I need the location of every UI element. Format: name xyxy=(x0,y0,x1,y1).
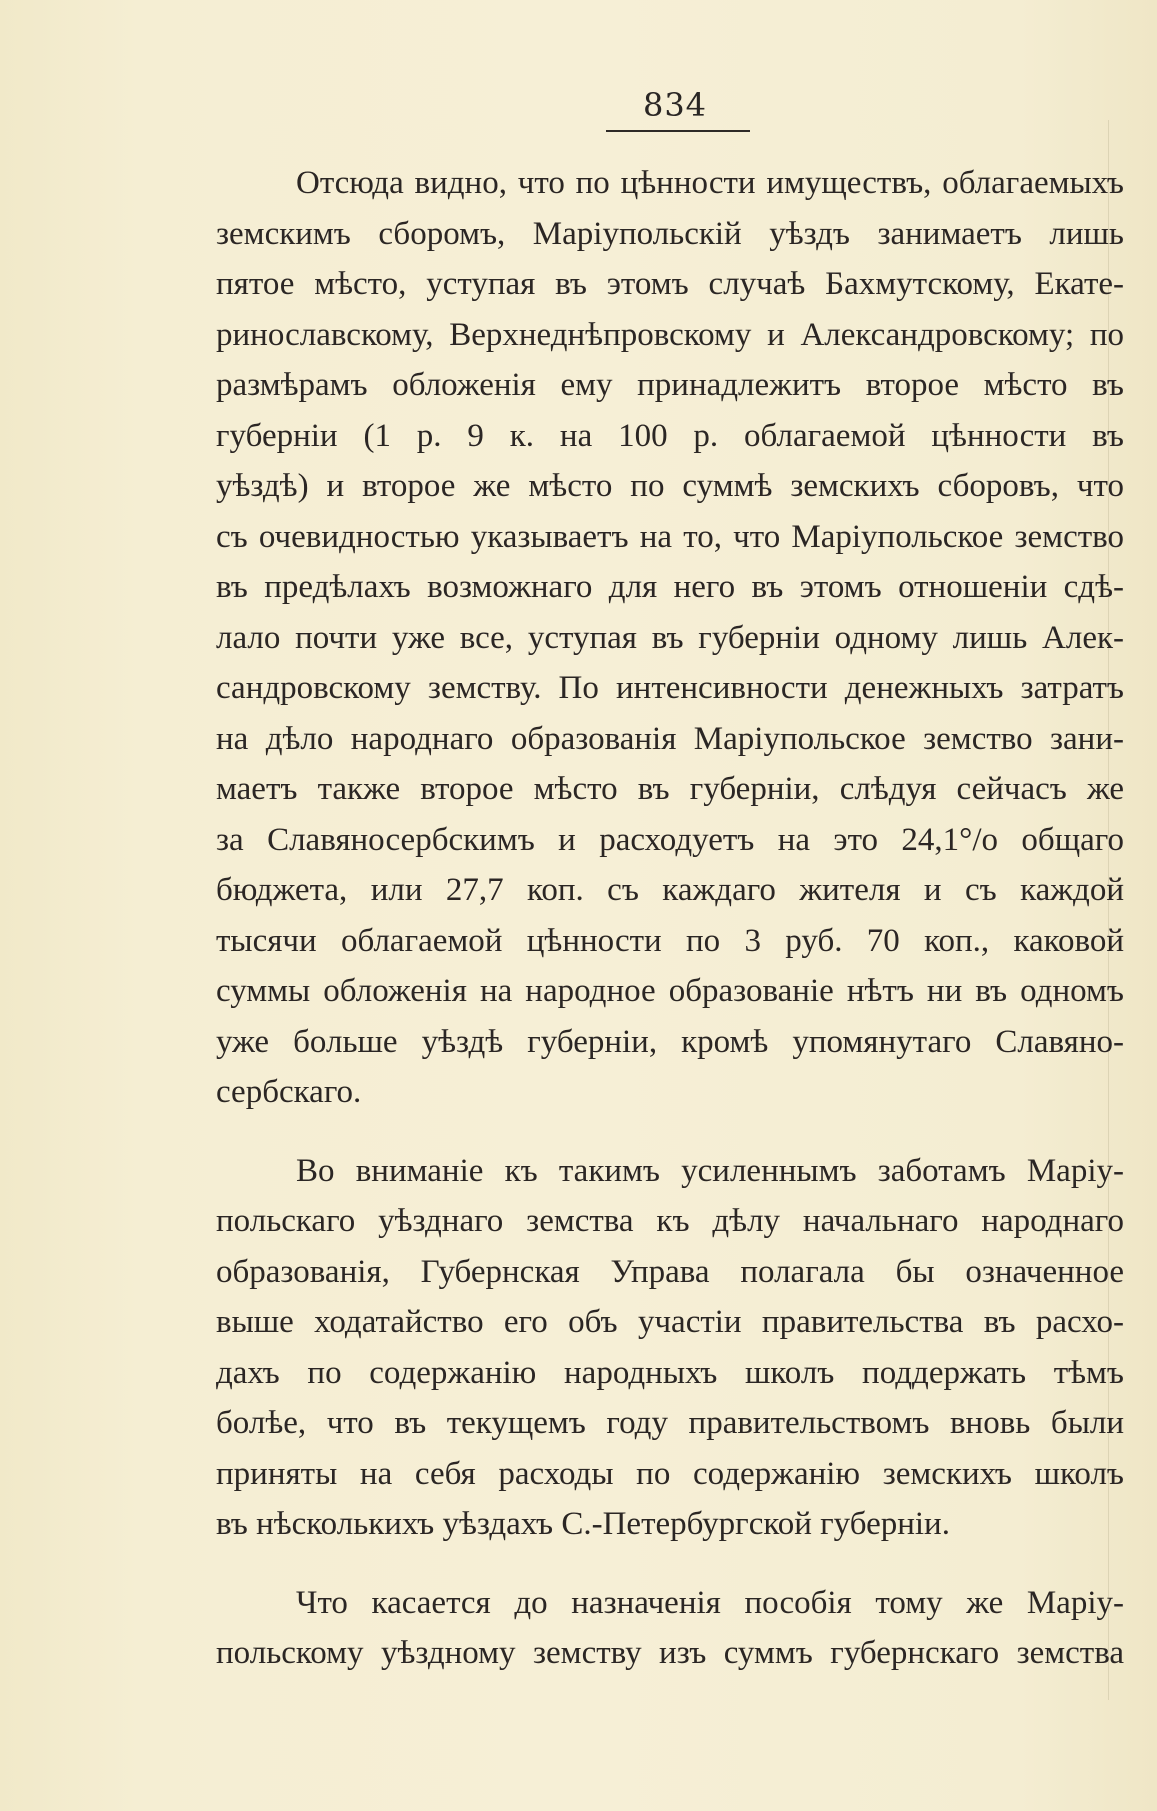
text-line: въ предѣлахъ возможнаго для него въ этомъ отношеніи сдѣ- xyxy=(216,569,1124,605)
text-line: бюджета, или 27,7 коп. съ каждаго жителя и съ каждой xyxy=(216,872,1124,908)
text-line: болѣе, что въ текущемъ году правительствомъ вновь были xyxy=(216,1405,1124,1441)
text-line: маетъ также второе мѣсто въ губерніи, слѣдуя сейчасъ же xyxy=(216,771,1124,807)
text-line: пятое мѣсто, уступая въ этомъ случаѣ Бахмутскому, Екате- xyxy=(216,266,1124,302)
text-line: Что касается до назначенія пособія тому же Маріу- xyxy=(296,1584,1124,1621)
text-line: за Славяносербскимъ и расходуетъ на это 24,1°/о общаго xyxy=(216,821,1124,858)
text-line: польскому уѣздному земству изъ суммъ губернскаго земства xyxy=(216,1635,1124,1671)
page-number: 834 xyxy=(642,86,708,124)
text-line: въ нѣсколькихъ уѣздахъ С.-Петербургской губерніи. xyxy=(216,1506,950,1542)
text-line: на дѣло народнаго образованія Маріупольское земство зани- xyxy=(216,720,1124,757)
text-line: выше ходатайство его объ участіи правительства въ расхо- xyxy=(216,1304,1124,1340)
text-line: Отсюда видно, что по цѣнности имуществъ, облагаемыхъ xyxy=(296,165,1124,201)
text-line: дахъ по содержанію народныхъ школъ поддержать тѣмъ xyxy=(216,1354,1124,1391)
text-line: суммы обложенія на народное образованіе нѣтъ ни въ одномъ xyxy=(216,973,1124,1009)
text-line: сербскаго. xyxy=(216,1074,362,1110)
text-line: Во вниманіе къ такимъ усиленнымъ заботамъ Маріу- xyxy=(296,1152,1124,1189)
text-line: польскаго уѣзднаго земства къ дѣлу начальнаго народнаго xyxy=(216,1203,1124,1239)
text-line: ринославскому, Верхнеднѣпровскому и Александровскому; по xyxy=(216,316,1124,353)
text-line: съ очевидностью указываетъ на то, что Маріупольское земство xyxy=(216,518,1124,555)
body-text xyxy=(216,158,1124,1679)
text-line: образованія, Губернская Управа полагала бы означенное xyxy=(216,1253,1124,1290)
text-line: губерніи (1 р. 9 к. на 100 р. облагаемой цѣнности въ xyxy=(216,417,1124,454)
text-line: уѣздѣ) и второе же мѣсто по суммѣ земскихъ сборовъ, что xyxy=(216,468,1124,504)
text-line: уже больше уѣздѣ губерніи, кромѣ упомянутаго Славяно- xyxy=(216,1023,1124,1060)
text-line: размѣрамъ обложенія ему принадлежитъ второе мѣсто въ xyxy=(216,367,1124,403)
paragraph-gap xyxy=(216,1118,1124,1146)
paragraph-gap xyxy=(216,1550,1124,1578)
text-line: лало почти уже все, уступая въ губерніи одному лишь Алек- xyxy=(216,619,1124,656)
text-line: сандровскому земству. По интенсивности денежныхъ затратъ xyxy=(216,670,1124,706)
header-rule xyxy=(606,130,750,132)
text-line: земскимъ сборомъ, Маріупольскій уѣздъ занимаетъ лишь xyxy=(216,215,1124,252)
text-line: тысячи облагаемой цѣнности по 3 руб. 70 коп., каковой xyxy=(216,922,1124,959)
text-line: приняты на себя расходы по содержанію земскихъ школъ xyxy=(216,1455,1124,1492)
